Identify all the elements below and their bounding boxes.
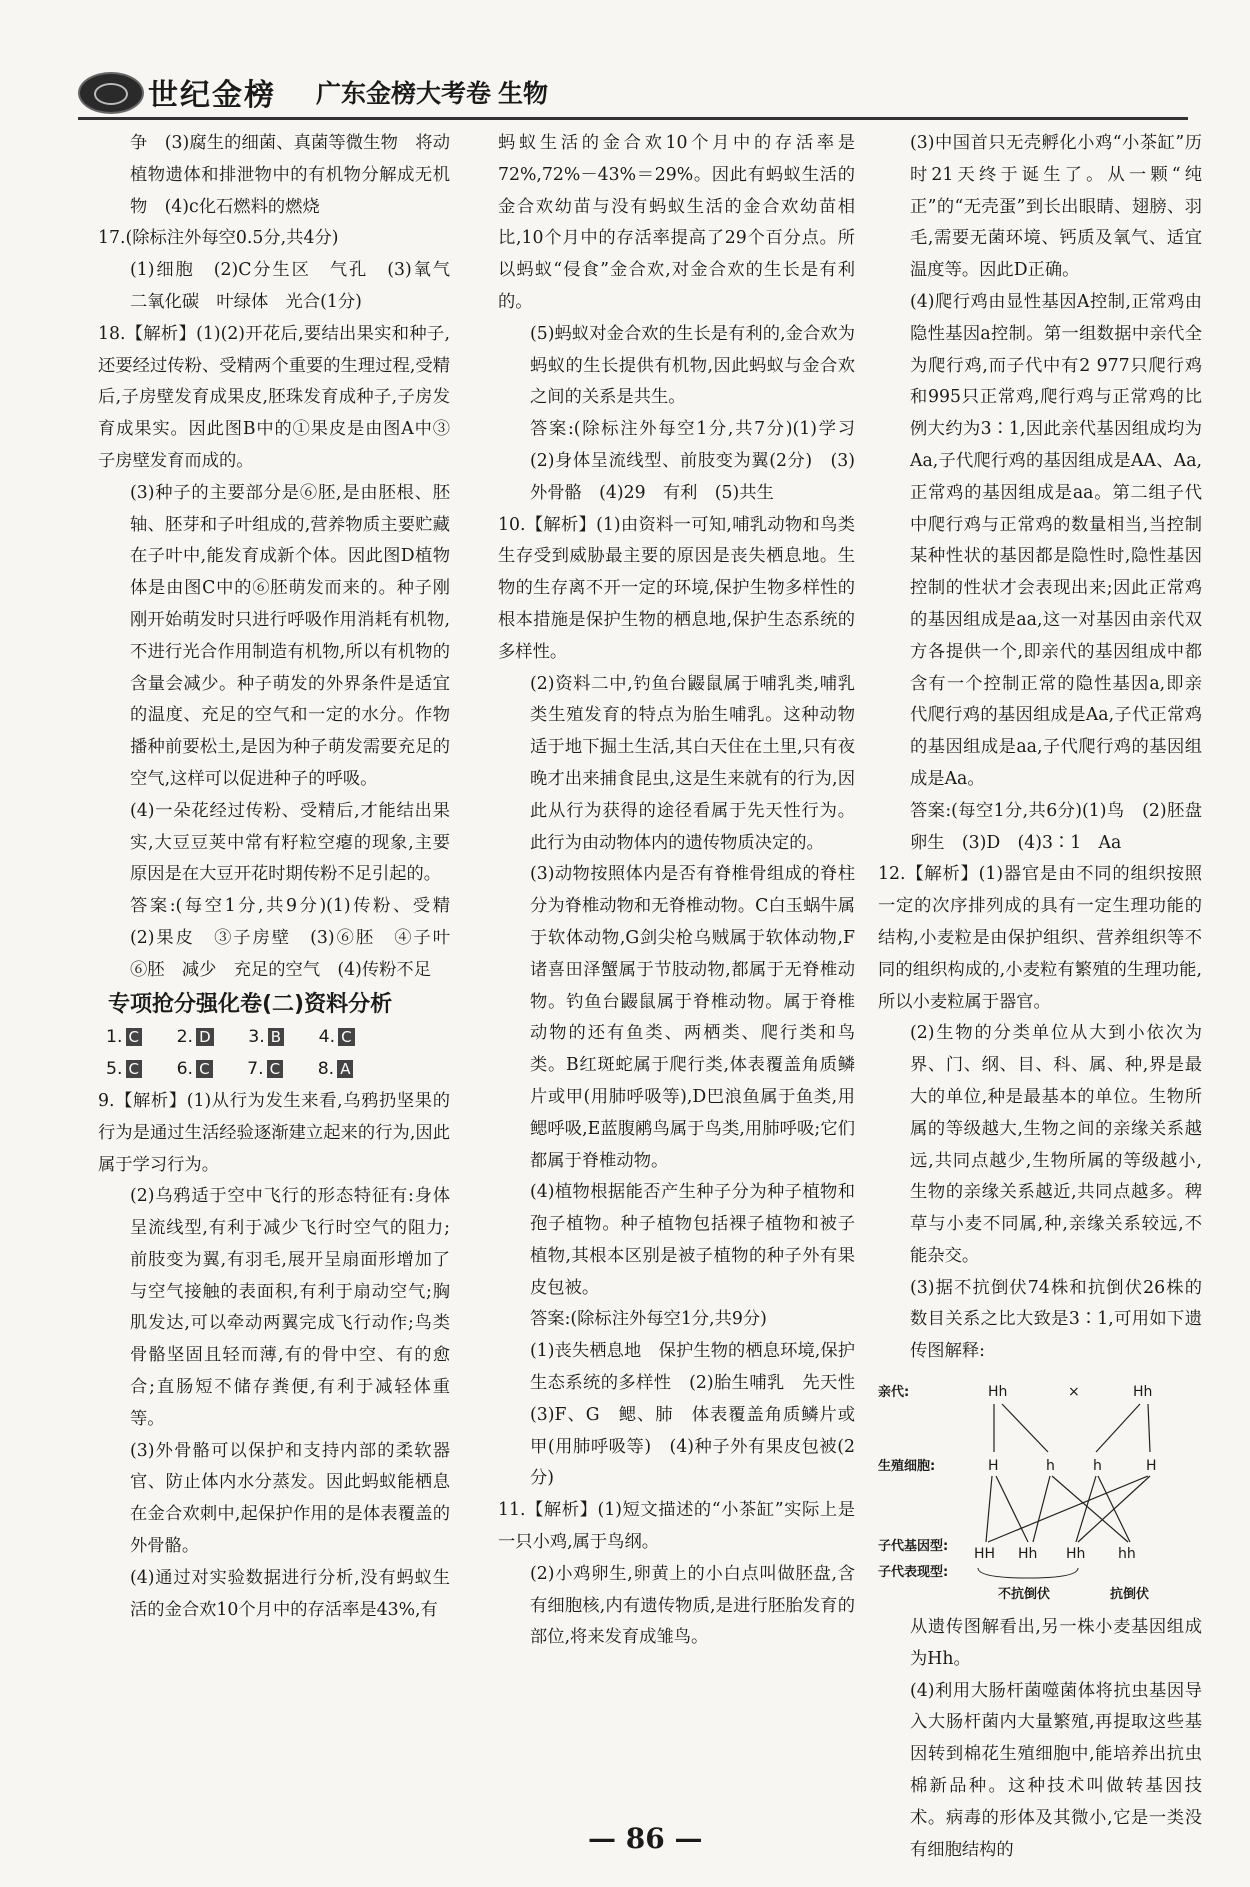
paragraph: (4)通过对实验数据进行分析,没有蚂蚁生活的金合欢10个月中的存活率是43%,有 (130, 1567, 450, 1620)
answer-letter: C (126, 1060, 142, 1078)
paragraph: 11.【解析】(1)短文描述的“小茶缸”实际上是一只小鸡,属于鸟纲。 (498, 1500, 855, 1553)
offspring-3: Hh (1066, 1546, 1086, 1563)
paragraph: (2)乌鸦适于空中飞行的形态特征有:身体呈流线型,有利于减少飞行时空气的阻力;前肢变为翼,有羽毛,展开呈扇面形增加了与空气接触的表面积,有利于扇动空气;胸肌发达,可以牵动两翼完成飞行动作;鸟类骨骼坚固且轻而薄,有的骨中空、有的愈合;直肠短不储存粪便,有利于减轻体重等。 (130, 1186, 450, 1429)
paragraph: (3)种子的主要部分是⑥胚,是由胚根、胚轴、胚芽和子叶组成的,营养物质主要贮藏在子叶中,能发育成新个体。因此图D植物体是由图C中的⑥胚萌发而来的。种子刚刚开始萌发时只进行呼吸作用消耗有机物,不进行光合作用制造有机物,所以有机物的含量会减少。种子萌发的外界条件是适宜的温度、充足的空气和一定的水分。作物播种前要松土,是因为种子萌发需要充足的空气,这样可以促进种子的呼吸。 (130, 482, 450, 789)
paragraph: 12.【解析】(1)器官是由不同的组织按照一定的次序排列成的具有一定生理功能的结构,小麦粒是由保护组织、营养组织等不同的组织构成的,小麦粒有繁殖的生理功能,所以小麦粒属于器官。 (878, 864, 1202, 1012)
parent-label: 亲代: (878, 1385, 910, 1401)
cross-arrows (986, 1404, 1150, 1542)
paragraph: (4)利用大肠杆菌噬菌体将抗虫基因导入大肠杆菌内大量繁殖,再提取这些基因转到棉花生殖细胞中,能培养出抗虫棉新品种。这种技术叫做转基因技术。病毒的形体及其微小,它是一类没有细胞结构的 (910, 1680, 1202, 1860)
question-number: 3. (248, 1027, 265, 1048)
answer-letter: D (196, 1028, 214, 1046)
paragraph: 10.【解析】(1)由资料一可知,哺乳动物和鸟类生存受到威胁最主要的原因是丧失栖息地。生物的生存离不开一定的环境,保护生物多样性的根本措施是保护生物的栖息地,保护生态系统的多样性。 (498, 514, 855, 662)
genetic-cross-diagram (878, 1372, 1198, 1612)
paragraph: 从遗传图解看出,另一株小麦基因组成为Hh。 (910, 1617, 1202, 1669)
question-number: 4. (318, 1027, 336, 1048)
paragraph: 17.(除标注外每空0.5分,共4分) (98, 228, 339, 249)
offspring-phenotype-label: 子代表现型: (878, 1565, 949, 1581)
offspring-2: Hh (1018, 1546, 1038, 1563)
phenotype-bracket (978, 1568, 1078, 1578)
paragraph: (3)动物按照体内是否有脊椎骨组成的脊柱分为脊椎动物和无脊椎动物。C白玉蜗牛属于软体动物,G剑尖枪乌贼属于软体动物,F诸喜田泽蟹属于节肢动物,都属于无脊椎动物。钓鱼台鼹鼠属于脊椎动物。属于脊椎动物的还有鱼类、两栖类、爬行类和鸟类。B红斑蛇属于爬行类,体表覆盖角质鳞片或甲(用肺呼吸等),D巴浪鱼属于鱼类,用鳃呼吸,E蓝腹鹇鸟属于鸟类,用肺呼吸;它们都属于脊椎动物。 (530, 864, 855, 1171)
paragraph: 18.【解析】(1)(2)开花后,要结出果实和种子,还要经过传粉、受精两个重要的生理过程,受精后,子房壁发育成果皮,胚珠发育成种子,子房发育成果实。因此图B中的①果皮是由图A中③子房壁发育而成的。 (98, 323, 450, 471)
question-number: 5. (106, 1059, 123, 1080)
section-title: 专项抢分强化卷(二)资料分析 (108, 991, 393, 1017)
paragraph: (4)爬行鸡由显性基因A控制,正常鸡由隐性基因a控制。第一组数据中亲代全为爬行鸡,而子代中有2 977只爬行鸡和995只正常鸡,爬行鸡与正常鸡的比例大约为3∶1,因此亲代基因组成均为Aa,子代爬行鸡的基因组成是AA、Aa,正常鸡的基因组成是aa。第二组子代中爬行鸡与正常鸡的数量相当,当控制某种性状的基因都是隐性时,隐性基因控制的性状才会表现出来;因此正常鸡的基因组成是aa,这一对基因由亲代双方各提供一个,即亲代的基因组成中都含有一个控制正常的隐性基因a,即亲代爬行鸡的基因组成是Aa,子代正常鸡的基因组成是aa,子代爬行鸡的基因组成是Aa。 (910, 291, 1202, 789)
paragraph: (2)资料二中,钓鱼台鼹鼠属于哺乳类,哺乳类生殖发育的特点为胎生哺乳。这种动物适于地下掘土生活,其白天住在土里,只有夜晚才出来捕食昆虫,这是生来就有的行为,因此从行为获得的途径看属于先天性行为。此行为由动物体内的遗传物质决定的。 (530, 673, 855, 853)
answer-letter: C (338, 1028, 354, 1046)
publisher-logo-icon (78, 72, 144, 114)
question-number: 8. (317, 1059, 335, 1080)
paragraph: (1)细胞 (2)C分生区 气孔 (3)氧气 二氧化碳 叶绿体 光合(1分) (130, 260, 468, 312)
column-2 (498, 128, 873, 1654)
question-number: 6. (176, 1059, 194, 1080)
answer-letter: C (267, 1060, 283, 1078)
phenotype-2: 抗倒伏 (1110, 1587, 1150, 1603)
paragraph: 答案:(除标注外每空1分,共9分) (530, 1309, 767, 1330)
paragraph: (4)一朵花经过传粉、受精后,才能结出果实,大豆豆荚中常有籽粒空瘪的现象,主要原因是在大豆开花时期传粉不足引起的。 (130, 800, 450, 885)
paragraph: 蚂蚁生活的金合欢10个月中的存活率是72%,72%－43%＝29%。因此有蚂蚁生活的金合欢幼苗与没有蚂蚁生活的金合欢幼苗相比,10个月中的存活率提高了29个百分点。所以蚂蚁“侵食”金合欢,对金合欢的生长是有利的。 (498, 133, 855, 312)
column-1 (98, 128, 468, 1626)
answer-letter: B (268, 1028, 284, 1046)
offspring-4: hh (1118, 1546, 1136, 1563)
paragraph: 答案:(每空1分,共6分)(1)鸟 (2)胚盘 卵生 (3)D (4)3∶1 Aa (910, 800, 1220, 853)
question-number: 2. (176, 1027, 194, 1048)
paragraph: 答案:(每空1分,共9分)(1)传粉、受精 (2)果皮 ③子房壁 (3)⑥胚 ④子叶 ⑥胚 减少 充足的空气 (4)传粉不足 (130, 896, 468, 980)
brand-name: 世纪金榜 (148, 78, 276, 113)
cross-symbol: × (1068, 1384, 1080, 1401)
paragraph: 答案:(除标注外每空1分,共7分)(1)学习 (2)身体呈流线型、前肢变为翼(2分) (3)外骨骼 (4)29 有利 (5)共生 (530, 419, 873, 503)
page-header (78, 70, 1178, 114)
quick-answers (98, 1022, 450, 1086)
paragraph: (4)植物根据能否产生种子分为种子植物和孢子植物。种子植物包括裸子植物和被子植物,其根本区别是被子植物的种子外有果皮包被。 (530, 1182, 855, 1298)
column-3 (878, 128, 1220, 1866)
parent-2: Hh (1133, 1384, 1153, 1401)
paragraph: 争 (3)腐生的细菌、真菌等微生物 将动植物遗体和排泄物中的有机物分解成无机物 (4)c化石燃料的燃烧 (130, 133, 450, 217)
book-title: 广东金榜大考卷 (316, 79, 492, 108)
offspring-genotype-label: 子代基因型: (878, 1539, 949, 1555)
gamete-4: H (1146, 1458, 1157, 1475)
paragraph: (3)中国首只无壳孵化小鸡“小茶缸”历时21天终于诞生了。从一颗“纯正”的“无壳蛋”到长出眼睛、翅膀、羽毛,需要无菌环境、钙质及氧气、适宜温度等。因此D正确。 (910, 133, 1202, 281)
paragraph: (5)蚂蚁对金合欢的生长是有利的,金合欢为蚂蚁的生长提供有机物,因此蚂蚁与金合欢之间的关系是共生。 (530, 323, 855, 408)
paragraph: (2)小鸡卵生,卵黄上的小白点叫做胚盘,含有细胞核,内有遗传物质,是进行胚胎发育的部位,将来发育成雏鸟。 (530, 1563, 855, 1648)
header-rule (78, 117, 1188, 120)
answer-letter: C (126, 1028, 142, 1046)
gamete-1: H (988, 1458, 999, 1475)
answer-letter: C (196, 1060, 212, 1078)
question-number: 1. (106, 1027, 123, 1048)
paragraph: (1)丧失栖息地 保护生物的栖息环境,保护生态系统的多样性 (2)胎生哺乳 先天性 (3)F、G 鳃、肺 体表覆盖角质鳞片或甲(用肺呼吸等) (4)种子外有果皮包被(2分) (530, 1341, 873, 1489)
page-number: — 86 — (588, 1822, 703, 1855)
quick-answer-row (106, 1022, 450, 1054)
offspring-1: HH (974, 1546, 996, 1563)
parent-1: Hh (988, 1384, 1008, 1401)
phenotype-1: 不抗倒伏 (998, 1587, 1051, 1603)
answer-letter: A (337, 1060, 353, 1078)
gamete-2: h (1046, 1458, 1055, 1475)
gamete-3: h (1093, 1458, 1102, 1475)
paragraph: 9.【解析】(1)从行为发生来看,乌鸦扔坚果的行为是通过生活经验逐渐建立起来的行为,因此属于学习行为。 (98, 1090, 450, 1175)
quick-answer-row (106, 1054, 450, 1086)
paragraph: (3)据不抗倒伏74株和抗倒伏26株的数目关系之比大致是3∶1,可用如下遗传图解释: (910, 1277, 1202, 1362)
paragraph: (2)生物的分类单位从大到小依次为界、门、纲、目、科、属、种,界是最大的单位,种是最基本的单位。生物所属的等级越大,生物之间的亲缘关系越远,共同点越少,生物所属的等级越小,生物的亲缘关系越近,共同点越多。稗草与小麦不同属,种,亲缘关系较远,不能杂交。 (910, 1023, 1202, 1266)
gamete-label: 生殖细胞: (878, 1459, 936, 1475)
subject-title: 生物 (498, 79, 549, 108)
question-number: 7. (247, 1059, 264, 1080)
paragraph: (3)外骨骼可以保护和支持内部的柔软器官、防止体内水分蒸发。因此蚂蚁能栖息在金合欢刺中,起保护作用的是体表覆盖的外骨骼。 (130, 1440, 450, 1557)
